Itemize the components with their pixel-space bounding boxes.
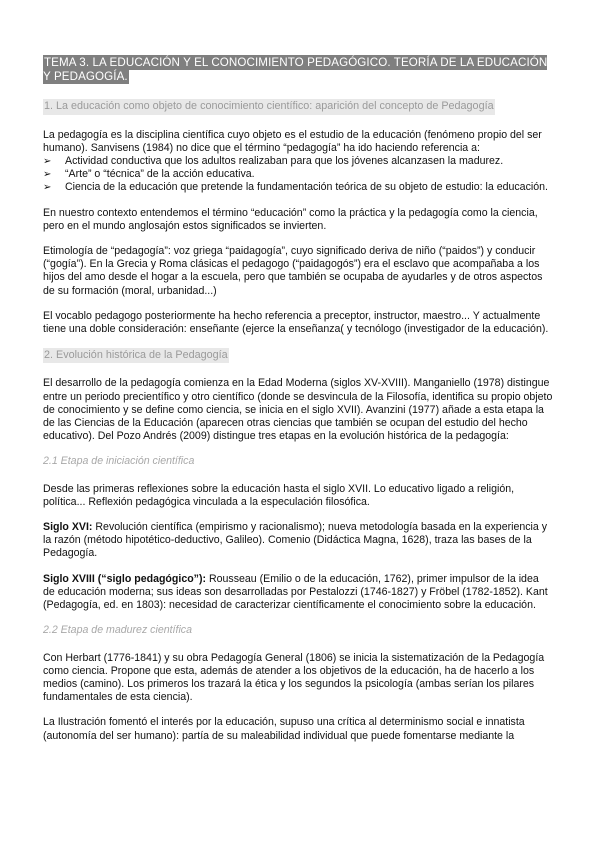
section-2-heading: 2. Evolución histórica de la Pedagogía <box>43 348 229 363</box>
section-1-heading: 1. La educación como objeto de conocimiento científico: aparición del concepto de Pedagogía <box>43 99 495 114</box>
list-item <box>43 181 553 194</box>
subsection-2-1-paragraph-1: Desde las primeras reflexiones sobre la educación hasta el siglo XVII. Lo educativo ligado a religión, política... Reflexión pedagógica vinculada a la especulación filosófica. <box>43 482 515 508</box>
section-1-paragraph-4: El vocablo pedagogo posteriormente ha hecho referencia a preceptor, instructor, maestro... Y actualmente tiene una doble consideración: enseñante (ejerce la enseñanza( y tecnólogo (investigador de la educación). <box>43 309 549 336</box>
document-page <box>43 56 553 755</box>
section-1-paragraph-2: En nuestro contexto entendemos el término “educación” como la práctica y la pedagogía como la ciencia, pero en el mundo anglosajón estos significados se invierten. <box>43 206 538 232</box>
arrow-bullet-icon: ➢ <box>43 182 52 194</box>
list-item-text: Actividad conductiva que los adultos realizaban para que los jóvenes alcanzasen la madurez. <box>65 155 504 168</box>
list-item-text: “Arte” o “técnica” de la acción educativa. <box>65 168 255 181</box>
subsection-2-1-paragraph-2 <box>43 521 553 561</box>
section-1-paragraph-1: La pedagogía es la disciplina científica cuyo objeto es el estudio de la educación (fenómeno propio del ser humano). Sanvisens (1984) no dice que el término “pedagogía” ha ido haciendo referencia a: <box>43 128 542 154</box>
subsection-2-2-paragraph-2: La Ilustración fomentó el interés por la educación, supuso una crítica al determinismo social e innatista (autonomía del ser humano): partía de su maleabilidad individual que puede fomentarse mediante la <box>43 716 525 742</box>
siglo-xviii-text: Rousseau (Emilio o de la educación, 1762), primer impulsor de la idea de educación moderna; sus ideas son desarrolladas por Pestalozzi (1746-1827) y Fröbel (1782-1852). Kant (Pedagogía, ed. en 1803): necesidad de caracterizar científicamente el conocimiento sobre la educación. <box>43 572 548 612</box>
section-1-paragraph-3: Etimología de “pedagogía”: voz griega “paidagogía”, cuyo significado deriva de niño (“paidos”) y conducir (“gogía”). En la Grecia y Roma clásicas el pedagogo (“paidagogós”) era el esclavo que acompañaba a los hijos del amo desde el hogar a la escuela, pero que también se ocupaba de ayudarles y de otros aspectos de su formación (moral, urbanidad...) <box>43 245 543 297</box>
subsection-2-1-paragraph-3 <box>43 573 553 613</box>
arrow-bullet-icon: ➢ <box>43 156 52 168</box>
subsection-2-1-heading: 2.1 Etapa de iniciación científica <box>43 455 195 468</box>
siglo-xvi-label: Siglo XVI: <box>43 521 93 534</box>
subsection-2-2-heading: 2.2 Etapa de madurez científica <box>43 624 192 637</box>
list-item-text: Ciencia de la educación que pretende la fundamentación teórica de su objeto de estudio: la educación. <box>65 181 548 194</box>
section-1-bullet-list <box>43 155 553 195</box>
siglo-xviii-label: Siglo XVIII (“siglo pedagógico”): <box>43 572 207 585</box>
siglo-xvi-text: Revolución científica (empirismo y racionalismo); nueva metodología basada en la experiencia y la razón (método hipotético-deductivo, Galileo). Comenio (Didáctica Magna, 1628), traza las bases de la Pedagogía. <box>43 521 548 560</box>
subsection-2-2-paragraph-1: Con Herbart (1776-1841) y su obra Pedagogía General (1806) se inicia la sistematización de la Pedagogía como ciencia. Propone que esta, además de atender a los objetivos de la educación, ha de hacerlo a los medios (camino). Los primeros los trazará la ética y los segundos la psicología (ambas serían los pilares fundamentales de esta ciencia). <box>43 651 545 704</box>
section-2-paragraph-1: El desarrollo de la pedagogía comienza en la Edad Moderna (siglos XV-XVIII). Manganiello (1978) distingue entre un periodo precientífico y otro científico (donde se desvincula de la Filosofía, identifica su propio objeto de conocimiento y se define como ciencia, se inicia en el siglo XVII). Avanzini (1977) añade a esta etapa la de las Ciencias de la Educación (aparecen otras ciencias que también se ocupan del estudio del hecho educativo). Del Pozo Andrés (2009) distingue tres etapas en la evolución histórica de la pedagogía: <box>43 377 553 443</box>
document-title-block <box>43 56 553 84</box>
arrow-bullet-icon: ➢ <box>43 169 52 181</box>
document-title: TEMA 3. LA EDUCACIÓN Y EL CONOCIMIENTO PEDAGÓGICO. TEORÍA DE LA EDUCACIÓN Y PEDAGOGÍA. <box>43 56 548 84</box>
list-item <box>43 168 553 181</box>
list-item <box>43 155 553 168</box>
